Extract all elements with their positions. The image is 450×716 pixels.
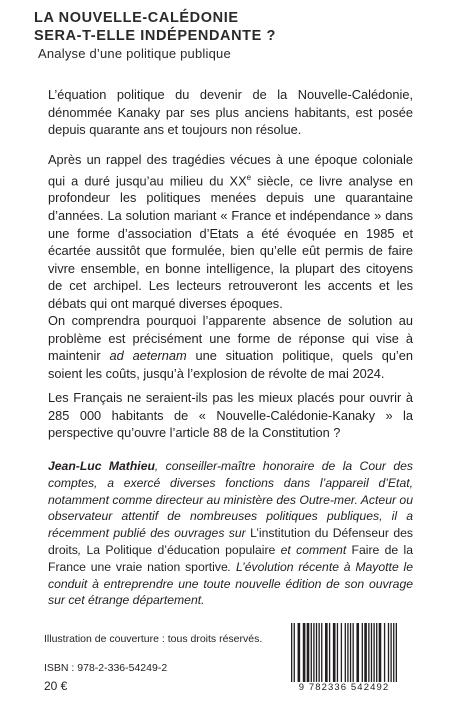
barcode-bar <box>298 623 301 683</box>
isbn: ISBN : 978-2-336-54249-2 <box>44 662 168 674</box>
barcode-bar <box>347 623 348 683</box>
book-title-1: L’institution du Défenseur des droits <box>48 526 413 557</box>
barcode-bar <box>333 623 336 683</box>
barcode-bar <box>341 623 342 683</box>
book-title-3: Faire de la France une vraie nation sportive <box>48 542 413 574</box>
barcode-bar <box>379 623 382 683</box>
author-bio-text-2: , <box>77 542 87 557</box>
author-bio <box>48 458 413 609</box>
barcode-bar <box>373 623 374 683</box>
blurb-paragraph-4: Les Français ne seraient-ils pas les mieux placés pour ouvrir à 285 000 habitants de « Nouvelle-Calédonie-Kanaky » la perspective qu’ouvre l’article 88 de la Constitution ? <box>48 390 413 441</box>
barcode-bar <box>371 623 372 683</box>
barcode-bars <box>285 623 403 683</box>
price: 20 € <box>44 679 68 693</box>
barcode-digits: 9 782336 542492 <box>285 682 403 693</box>
barcode-bar <box>362 623 363 683</box>
author-bio-text-4: . L’évolution récente à Mayotte le conduit à entreprendre une toute nouvelle édition de son ouvrage sur cet étrange département. <box>48 559 414 608</box>
barcode-bar <box>303 623 306 683</box>
book-subtitle: Analyse d’une politique publique <box>38 46 231 61</box>
blurb-paragraph-3-start: On comprendra pourquoi l’apparente absence de solution au problème est précisément une forme de réponse qui vise à maintenir <box>48 313 413 364</box>
title-line-2: SERA-T-ELLE INDÉPENDANTE ? <box>34 28 276 44</box>
blurb-paragraph-2-start: Après un rappel des tragédies vécues à une époque coloniale qui a duré jusqu’au milieu du XX <box>48 152 413 188</box>
cover-credits: Illustration de couverture : tous droits réservés. <box>44 633 263 645</box>
barcode-bar <box>294 623 295 683</box>
barcode-bar <box>345 623 346 683</box>
barcode-bar <box>350 623 351 683</box>
barcode-bar <box>353 623 354 683</box>
barcode-bar <box>311 623 312 683</box>
barcode-bar <box>390 623 391 683</box>
isbn-barcode <box>285 623 403 695</box>
barcode-bar <box>291 623 292 683</box>
author-bio-text-3: et comment <box>275 542 352 557</box>
blurb-paragraph-3-end: une situation politique, quels qu’en soient les coûts, jusqu’à l’explosion de révolte de mai 2024. <box>48 348 414 381</box>
barcode-bar <box>368 623 369 683</box>
author-bio-text-1: , conseiller-maître honoraire de la Cour des comptes, a exercé diverses fonctions dans l’appareil d’Etat, notamment comme directeur au ministère des Outre-mer. Acteur ou observateur attentif de nombreuses politiques publiques, il a récemment publié des ouvrages sur <box>48 459 413 541</box>
barcode-bar <box>384 623 385 683</box>
barcode-bar <box>329 623 330 683</box>
blurb-paragraph-2-end: siècle, ce livre analyse en profondeur les politiques menées depuis une quarantaine d’années. La solution mariant « France et indépendance » dans une forme d’association d’Etats a été évoquée en 1985 et écartée aussitôt que formulée, bien qu’elle eût permis de faire vivre ensemble, en bonne intelligence, la plupart des citoyens de cet archipel. Les lecteurs retrouveront les accents et les débats qui ont marqué diverses époques. <box>48 172 413 312</box>
barcode-bar <box>364 623 367 683</box>
barcode-bar <box>376 623 377 683</box>
barcode-bar <box>307 623 310 683</box>
book-title <box>34 9 334 45</box>
latin-phrase: ad aeternam <box>109 348 187 364</box>
barcode-bar <box>325 623 328 683</box>
barcode-bar <box>388 623 389 683</box>
barcode-bar <box>316 623 317 683</box>
barcode-bar <box>318 623 319 683</box>
blurb-paragraph-2 <box>48 151 413 313</box>
book-title-2: La Politique d’éducation populaire <box>86 542 276 557</box>
century-superscript: e <box>246 172 252 182</box>
blurb-paragraph-1: L’équation politique du devenir de la Nouvelle-Calédonie, dénommée Kanaky par ses plus anciens habitants, est posée depuis quarante ans et toujours non résolue. <box>48 87 413 138</box>
barcode-bar <box>396 623 397 683</box>
barcode-bar <box>321 623 322 683</box>
barcode-bar <box>393 623 394 683</box>
author-name: Jean-Luc Mathieu <box>48 459 155 473</box>
blurb-paragraph-3 <box>48 312 413 382</box>
barcode-bar <box>356 623 359 683</box>
title-line-1: LA NOUVELLE-CALÉDONIE <box>34 10 239 26</box>
barcode-bar <box>313 623 314 683</box>
barcode-bar <box>337 623 338 683</box>
